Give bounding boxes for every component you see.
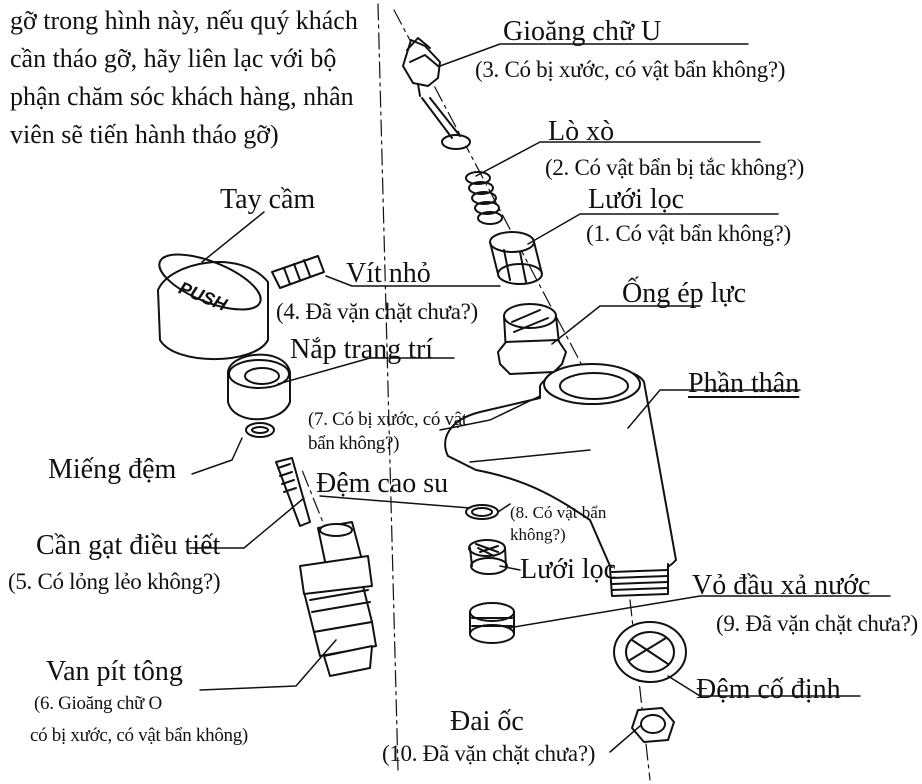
piston-valve-check-line2: có bị xước, có vật bẩn không) <box>30 725 248 746</box>
lever-label: Cần gạt điều tiết <box>36 530 221 561</box>
u-gasket-label: Gioăng chữ U <box>503 16 662 47</box>
top-filter-check: (1. Có vật bẩn không?) <box>586 221 791 246</box>
handle-label: Tay cầm <box>220 184 316 215</box>
outlet-shell-label: Vỏ đầu xả nước <box>692 570 871 601</box>
top-filter-label: Lưới lọc <box>588 184 685 215</box>
outlet-shell-check: (9. Đã vặn chặt chưa?) <box>716 611 918 636</box>
piston-valve-check-line1: (6. Gioăng chữ O <box>34 693 162 714</box>
spring-check: (2. Có vật bẩn bị tắc không?) <box>545 155 804 180</box>
rubber-pad-part <box>466 505 498 519</box>
piston-valve-part <box>300 522 376 676</box>
fixing-pad-part <box>614 622 686 682</box>
rubber-pad-check: (8. Có vật bẩn không?) <box>510 503 607 544</box>
disassembly-note: gỡ trong hình này, nếu quý khách cần tháo gỡ, hãy liên lạc với bộ phận chăm sóc khách hàng, nhân viên sẽ tiến hành tháo gỡ) <box>10 6 358 149</box>
body-check: (7. Có bị xước, có vật bẩn không?) <box>308 409 467 454</box>
lever-rod-part <box>276 458 310 526</box>
lever-check: (5. Có lỏng lẻo không?) <box>8 569 221 594</box>
nut-part <box>632 708 674 742</box>
outlet-shell-part <box>470 603 514 643</box>
handle-part <box>152 243 268 359</box>
pressure-tube-part <box>498 304 566 374</box>
rubber-pad-label: Đệm cao su <box>316 468 449 499</box>
bottom-filter-label: Lưới lọc <box>520 554 617 585</box>
spring-part <box>466 172 502 224</box>
small-screw-label: Vít nhỏ <box>346 258 431 289</box>
push-label: PUSH <box>175 277 230 315</box>
spring-label: Lò xò <box>548 116 615 147</box>
pressure-tube-label: Ống ép lực <box>622 278 747 309</box>
bottom-filter-part <box>469 540 507 574</box>
small-screw-check: (4. Đã vặn chặt chưa?) <box>276 299 478 324</box>
nut-check: (10. Đã vặn chặt chưa?) <box>382 741 596 766</box>
washer-part <box>246 423 274 437</box>
u-gasket-part <box>403 38 470 149</box>
decorative-cap-label: Nắp trang trí <box>290 334 434 365</box>
washer-label: Miếng đệm <box>48 454 177 485</box>
body-label <box>688 370 799 398</box>
decorative-cap-part <box>228 355 290 420</box>
body-label-text: Phần thân <box>688 368 800 399</box>
nut-label: Đai ốc <box>450 706 524 737</box>
u-gasket-check: (3. Có bị xước, có vật bẩn không?) <box>475 57 786 82</box>
small-screw-part <box>272 256 324 288</box>
piston-valve-label: Van pít tông <box>46 656 183 687</box>
fixing-pad-label: Đệm cố định <box>696 674 841 705</box>
